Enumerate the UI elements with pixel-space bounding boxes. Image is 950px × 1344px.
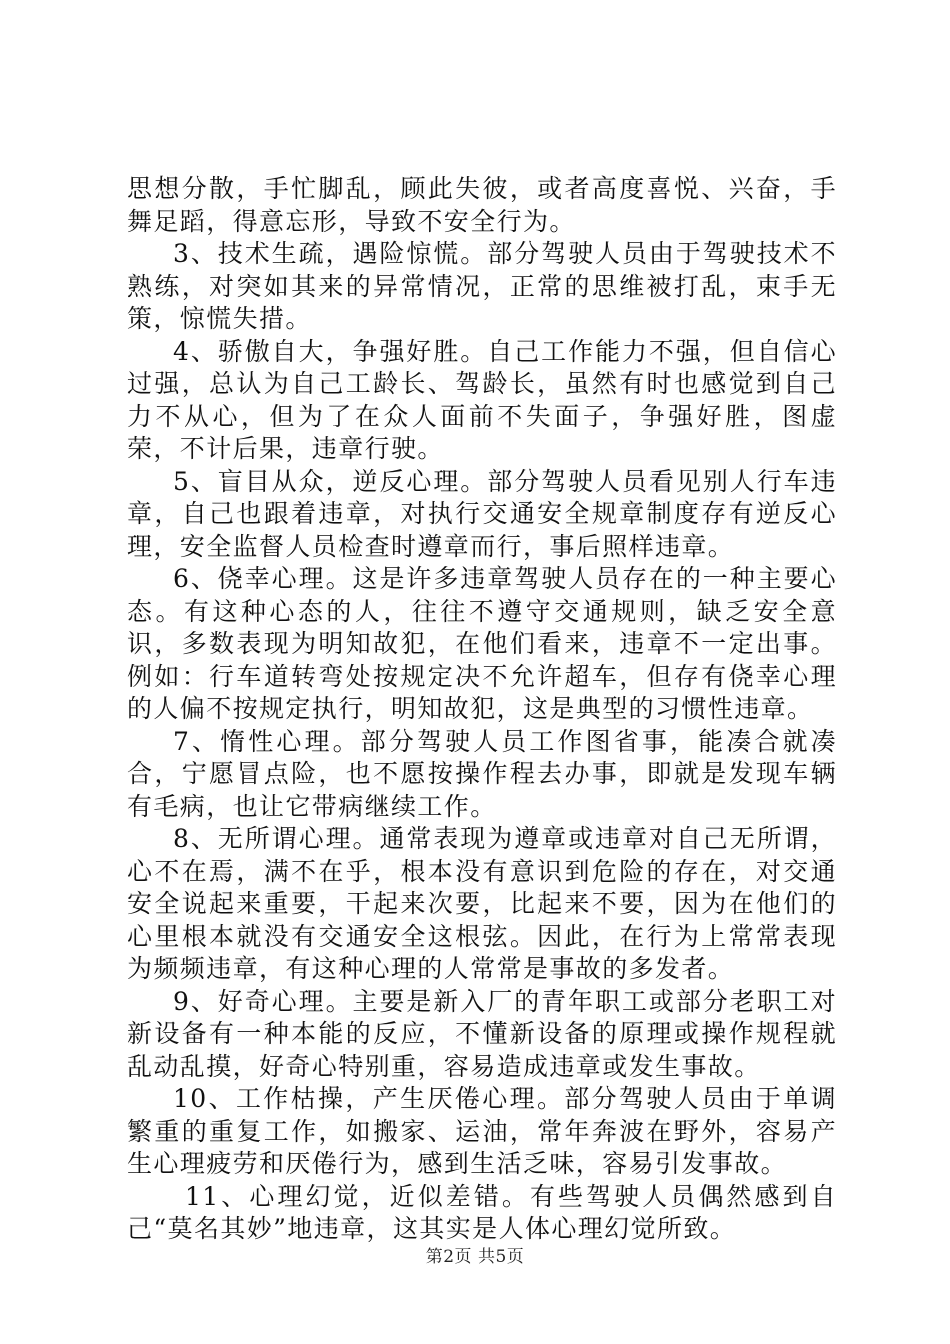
- paragraph-continuation: 思想分散，手忙脚乱，顾此失彼，或者高度喜悦、兴奋，手舞足蹈，得意忘形，导致不安全行为。: [127, 174, 837, 236]
- paragraph-item-5: 5、盲目从众，逆反心理。部分驾驶人员看见别人行车违章，自己也跟着违章，对执行交通安全规章制度存有逆反心理，安全监督人员检查时遵章而行，事后照样违章。: [127, 466, 837, 561]
- paragraph-item-10: 10、工作枯操，产生厌倦心理。部分驾驶人员由于单调繁重的重复工作，如搬家、运油，常年奔波在野外，容易产生心理疲劳和厌倦行为，感到生活乏味，容易引发事故。: [127, 1084, 837, 1178]
- paragraph-item-11: 11、心理幻觉，近似差错。有些驾驶人员偶然感到自己“莫名其妙”地违章，这其实是人体心理幻觉所致。: [127, 1181, 837, 1243]
- paragraph-item-4: 4、骄傲自大，争强好胜。自己工作能力不强，但自信心过强，总认为自己工龄长、驾龄长，虽然有时也感觉到自己力不从心，但为了在众人面前不失面子，争强好胜，图虚荣，不计后果，违章行驶。: [127, 336, 837, 463]
- paragraph-item-6: 6、侥幸心理。这是许多违章驾驶人员存在的一种主要心态。有这种心态的人，往往不遵守交通规则，缺乏安全意识，多数表现为明知故犯，在他们看来，违章不一定出事。例如：行车道转弯处按规定决不允许超车，但存有侥幸心理的人偏不按规定执行，明知故犯，这是典型的习惯性违章。: [127, 564, 837, 723]
- paragraph-item-3: 3、技术生疏，遇险惊慌。部分驾驶人员由于驾驶技术不熟练，对突如其来的异常情况，正常的思维被打乱，束手无策，惊慌失措。: [127, 239, 837, 333]
- paragraph-item-7: 7、惰性心理。部分驾驶人员工作图省事，能凑合就凑合，宁愿冒点险，也不愿按操作程去办事，即就是发现车辆有毛病，也让它带病继续工作。: [127, 726, 837, 821]
- paragraph-item-9: 9、好奇心理。主要是新入厂的青年职工或部分老职工对新设备有一种本能的反应，不懂新设备的原理或操作规程就乱动乱摸，好奇心特别重，容易造成违章或发生事故。: [127, 986, 837, 1081]
- document-body: [127, 173, 837, 1246]
- paragraph-item-8: 8、无所谓心理。通常表现为遵章或违章对自己无所谓，心不在焉，满不在乎，根本没有意识到危险的存在，对交通安全说起来重要，干起来次要，比起来不要，因为在他们的心里根本就没有交通安全这根弦。因此，在行为上常常表现为频频违章，有这种心理的人常常是事故的多发者。: [127, 824, 837, 983]
- page-number-footer: 第2页 共5页: [425, 1247, 525, 1267]
